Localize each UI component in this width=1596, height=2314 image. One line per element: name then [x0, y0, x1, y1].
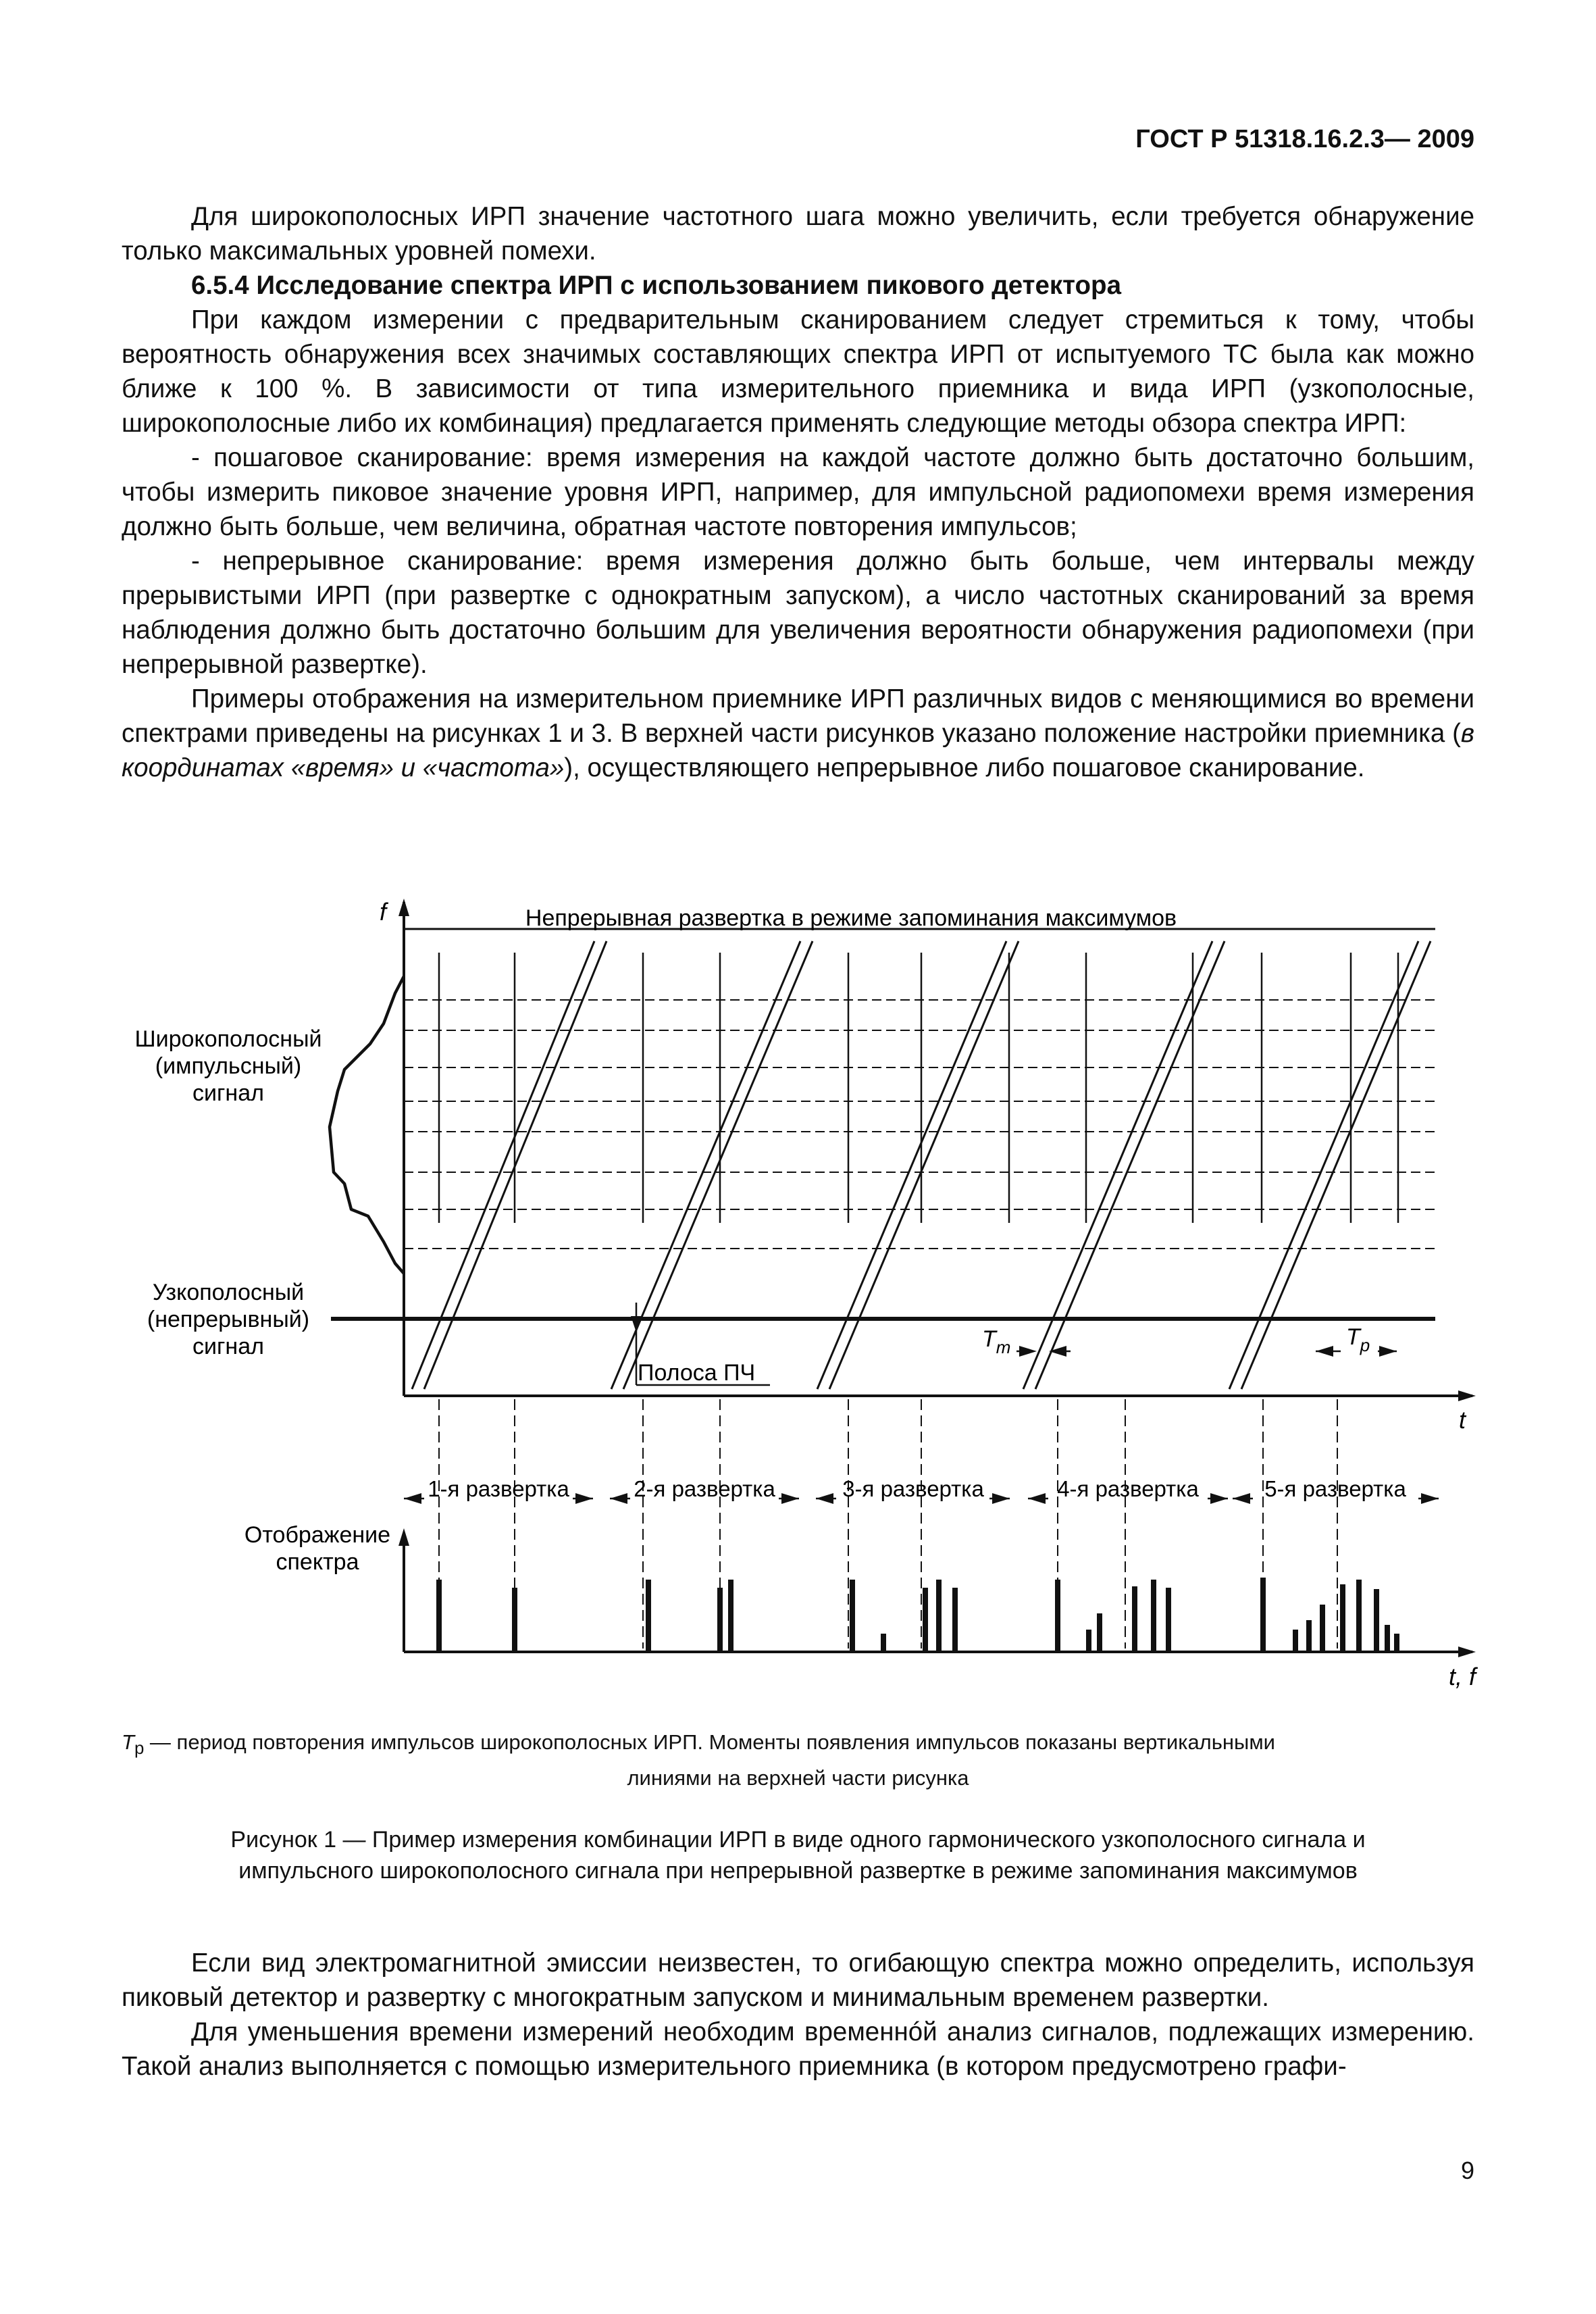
note-text: — период повторения импульсов широкополосных ИРП. Моменты появления импульсов показаны вертикальными	[144, 1730, 1275, 1754]
spectrum-bar-16	[1166, 1588, 1171, 1652]
sweep-bracket-2-right-head	[781, 1493, 799, 1504]
narrowband-label-2: (непрерывный)	[147, 1307, 310, 1332]
tp-symbol: T	[1346, 1324, 1360, 1350]
spectrum-bar-7	[881, 1634, 886, 1652]
paragraph-step-scan: - пошаговое сканирование: время измерения на каждой частоте должно быть достаточно большим, чтобы измерить пиковое значение уровня ИРП, например, для импульсной радиопомехи время измерения должно быть больше, чем величина, обратная частоте повторения импульсов;	[122, 443, 1474, 541]
sweep-diagonal-5b	[1241, 941, 1431, 1389]
paragraph-continuous-scan: - непрерывное сканирование: время измерения должно быть больше, чем интервалы между прерывистыми ИРП (при развертке с однократным запуском), а число частотных сканирований за время наблюдения должно быть достаточно большим для увеличения вероятности обнаружения радиопомехи (при непрерывной развертке).	[122, 547, 1474, 679]
spectrum-bar-25	[1394, 1634, 1399, 1652]
spectrum-bar-23	[1374, 1589, 1379, 1652]
sweep-diagonal-3b	[829, 941, 1019, 1389]
spectrum-x-axis-arrow	[1458, 1646, 1476, 1657]
spectrum-bar-8	[923, 1588, 928, 1652]
paragraph-examples-italic: в координатах «время» и «частота»	[122, 719, 1474, 782]
figure-labels	[134, 898, 1478, 1690]
spectrum-bar-21	[1340, 1584, 1345, 1652]
sweep-bracket-4-right-head	[1210, 1493, 1228, 1504]
wideband-envelope	[330, 976, 404, 1274]
f-axis-label: f	[380, 898, 387, 926]
spectrum-bar-10	[952, 1588, 958, 1652]
note-line-1	[122, 1730, 1275, 1759]
sweep-bracket-5-left-head	[1233, 1493, 1250, 1504]
sweep-label-2: 2-я развертка	[634, 1476, 775, 1501]
spectrum-bar-24	[1385, 1625, 1390, 1652]
wideband-label-2: (импульсный)	[155, 1053, 302, 1079]
tm-label	[982, 1326, 1010, 1357]
sweep-bracket-2-left-head	[610, 1493, 627, 1504]
sweep-label-4: 4-я развертка	[1057, 1476, 1199, 1501]
spectrum-bar-15	[1151, 1580, 1156, 1652]
caption-line-1: Рисунок 1 — Пример измерения комбинации ИРП в виде одного гармонического узкополосного сигнала и	[230, 1827, 1366, 1853]
tf-axis-label: t, f	[1449, 1663, 1476, 1690]
tm-arrowhead-right	[1049, 1346, 1066, 1357]
spectrum-label-2: спектра	[276, 1549, 359, 1575]
sweep-bracket-3-left-head	[816, 1493, 833, 1504]
figure-title: Непрерывная развертка в режиме запоминания максимумов	[525, 905, 1177, 931]
spectrum-bar-17	[1260, 1578, 1266, 1652]
paragraph-examples-end: ), осуществляющего непрерывное либо пошаговое сканирование.	[564, 753, 1365, 782]
body-text-bottom	[122, 1946, 1474, 2084]
figure-lines	[330, 899, 1476, 1657]
wideband-label-1: Широкополосный	[134, 1026, 322, 1052]
caption-line-2: импульсного широкополосного сигнала при непрерывной развертке в режиме запоминания максимумов	[238, 1858, 1358, 1884]
figure-note	[122, 1728, 1474, 1793]
tp-subscript: p	[1360, 1335, 1370, 1355]
spectrum-bar-18	[1293, 1630, 1298, 1652]
frequency-axis-arrow	[398, 899, 409, 916]
wideband-label-3: сигнал	[192, 1080, 264, 1106]
sweep-label-1: 1-я развертка	[428, 1476, 569, 1501]
tm-arrowhead-left	[1019, 1346, 1037, 1357]
if-band-label: Полоса ПЧ	[638, 1360, 756, 1386]
section-heading: 6.5.4 Исследование спектра ИРП с использованием пикового детектора	[191, 271, 1121, 300]
note-subscript: p	[134, 1739, 145, 1759]
paragraph-prescan: При каждом измерении с предварительным сканированием следует стремиться к тому, чтобы вероятность обнаружения всех значимых составляющих спектра ИРП от испытуемого ТС была как можно ближе к 100 %. В зависимости от типа измерительного приемника и вида ИРП (узкополосные, широкополосные либо их комбинация) предлагается применять следующие методы обзора спектра ИРП:	[122, 305, 1474, 438]
page-number: 9	[1460, 2157, 1474, 2184]
spectrum-bar-19	[1306, 1620, 1312, 1652]
sweep-bracket-4-left-head	[1028, 1493, 1046, 1504]
spectrum-bar-3	[646, 1580, 651, 1652]
narrowband-label-3: сигнал	[192, 1334, 264, 1359]
spectrum-bar-2	[512, 1588, 517, 1652]
sweep-diagonal-4b	[1035, 941, 1225, 1389]
narrowband-label-1: Узкополосный	[152, 1280, 305, 1305]
if-band-arrow	[631, 1316, 642, 1332]
spectrum-bar-9	[936, 1580, 942, 1652]
paragraph-unknown-emission: Если вид электромагнитной эмиссии неизвестен, то огибающую спектра можно определить, используя пиковый детектор и развертку с многократным запуском и минимальным временем развертки.	[122, 1948, 1474, 2012]
sweep-label-5: 5-я развертка	[1264, 1476, 1406, 1501]
tm-symbol: T	[982, 1326, 996, 1352]
note-symbol: T	[122, 1730, 134, 1754]
sweep-diagonal-5a	[1229, 941, 1418, 1389]
paragraph-examples-start: Примеры отображения на измерительном приемнике ИРП различных видов с меняющимися во времени спектрами приведены на рисунках 1 и 3. В верхней части рисунков указано положение настройки приемника (	[122, 684, 1474, 748]
spectrum-bar-13	[1097, 1613, 1102, 1652]
paragraph-wideband-step: Для широкополосных ИРП значение частотного шага можно увеличить, если требуется обнаружение только максимальных уровней помехи.	[122, 202, 1474, 266]
spectrum-bar-14	[1132, 1586, 1137, 1652]
spectrum-bar-5	[728, 1580, 733, 1652]
spectrum-y-axis-arrow	[398, 1528, 409, 1546]
spectrum-label-1: Отображение	[244, 1522, 391, 1548]
t-axis-label: t	[1459, 1406, 1466, 1434]
sweep-bracket-3-right-head	[992, 1493, 1010, 1504]
sweep-bracket-5-right-head	[1421, 1493, 1439, 1504]
spectrum-bar-11	[1055, 1580, 1060, 1652]
sweep-bracket-1-left-head	[404, 1493, 421, 1504]
spectrum-bar-6	[850, 1580, 855, 1652]
spectrum-bar-1	[436, 1580, 442, 1652]
paragraph-time-analysis: Для уменьшения времени измерений необходим временнóй анализ сигналов, подлежащих измерению. Такой анализ выполняется с помощью измерительного приемника (в котором предусмотрено графи-	[122, 2017, 1474, 2081]
spectrum-bar-20	[1320, 1605, 1325, 1652]
sweep-label-3: 3-я развертка	[842, 1476, 984, 1501]
spectrum-bar-22	[1356, 1580, 1362, 1652]
tm-subscript: m	[996, 1337, 1011, 1357]
document-id: ГОСТ Р 51318.16.2.3— 2009	[1135, 125, 1474, 153]
sweep-bracket-1-right-head	[575, 1493, 593, 1504]
spectrum-bar-12	[1086, 1630, 1091, 1652]
spectrum-bar-4	[717, 1588, 723, 1652]
tp-label	[1346, 1324, 1370, 1355]
sweep-diagonal-3a	[817, 941, 1006, 1389]
time-axis-arrow	[1458, 1390, 1476, 1401]
note-line-2: линиями на верхней части рисунка	[627, 1766, 969, 1790]
sweep-diagonal-4a	[1023, 941, 1212, 1389]
figure-caption	[122, 1824, 1474, 1886]
sweep-diagonal-2b	[623, 941, 813, 1389]
